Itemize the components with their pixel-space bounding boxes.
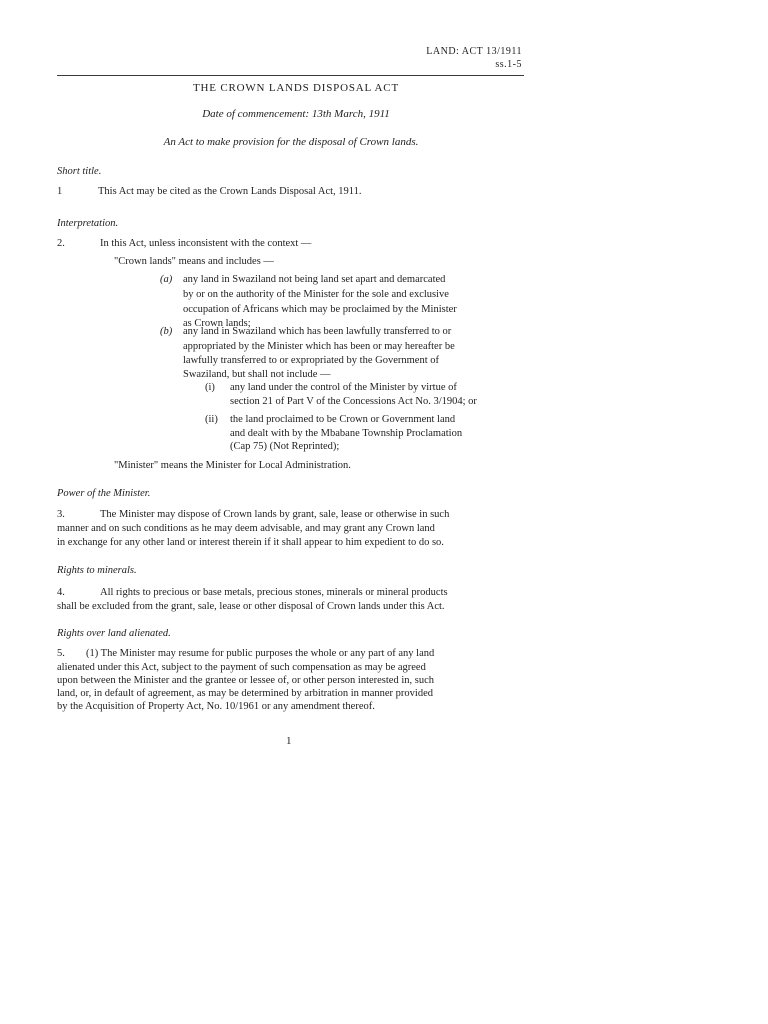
long-title: An Act to make provision for the disposal of Crown lands. [163, 136, 419, 148]
act-title: THE CROWN LANDS DISPOSAL ACT [193, 82, 399, 94]
crown-lands-definition: "Crown lands" means and includes — [114, 256, 274, 267]
section-4-line-2: shall be excluded from the grant, sale, lease or other disposal of Crown lands under this Act. [57, 601, 445, 612]
section-5-line-2: alienated under this Act, subject to the payment of such compensation as may be agreed [57, 662, 426, 673]
subpara-i-label: (i) [205, 382, 215, 393]
para-b-line-1: any land in Swaziland which has been lawfully transferred to or [183, 326, 452, 337]
act-reference: LAND: ACT 13/1911 [426, 46, 522, 57]
para-b-line-4: Swaziland, but shall not include — [183, 369, 331, 380]
section-number-3: 3. [57, 509, 65, 520]
section-heading-short-title: Short title. [57, 166, 102, 177]
section-3-line-2: manner and on such conditions as he may deem advisable, and may grant any Crown land [57, 523, 435, 534]
section-text-1: This Act may be cited as the Crown Lands Disposal Act, 1911. [98, 186, 362, 197]
subpara-i-line-2: section 21 of Part V of the Concessions Act No. 3/1904; or [230, 396, 477, 407]
para-b-line-3: lawfully transferred to or expropriated by the Government of [183, 355, 439, 366]
section-5-line-1: (1) The Minister may resume for public purposes the whole or any part of any land [86, 648, 435, 659]
subpara-ii-label: (ii) [205, 414, 218, 425]
section-5-line-3: upon between the Minister and the grantee or lessee of, or other person interested in, such [57, 675, 435, 686]
section-number-4: 4. [57, 587, 65, 598]
para-b-label: (b) [160, 326, 173, 337]
section-number-5: 5. [57, 648, 65, 659]
para-a-line-4: as Crown lands; [183, 318, 251, 329]
section-5-line-5: by the Acquisition of Property Act, No. 10/1961 or any amendment thereof. [57, 701, 375, 712]
page-number: 1 [286, 735, 292, 747]
section-number-2: 2. [57, 238, 65, 249]
para-a-label: (a) [160, 274, 173, 285]
section-heading-rights-over-land-alienated: Rights over land alienated. [57, 628, 171, 639]
section-range: ss.1-5 [495, 59, 522, 70]
subpara-ii-line-3: (Cap 75) (Not Reprinted); [230, 441, 340, 452]
para-a-line-2: by or on the authority of the Minister for the sole and exclusive [183, 289, 449, 300]
subpara-i-line-1: any land under the control of the Minister by virtue of [230, 382, 457, 393]
minister-definition: "Minister" means the Minister for Local Administration. [114, 460, 351, 471]
section-number-1: 1 [57, 186, 63, 197]
section-heading-power-of-minister: Power of the Minister. [57, 488, 151, 499]
subpara-ii-line-1: the land proclaimed to be Crown or Government land [230, 414, 456, 425]
section-3-line-3: in exchange for any other land or interest therein if it shall appear to him expedient to do so. [57, 537, 444, 548]
header-rule [57, 75, 524, 76]
section-4-line-1: All rights to precious or base metals, precious stones, minerals or mineral products [100, 587, 448, 598]
subpara-ii-line-2: and dealt with by the Mbabane Township Proclamation [230, 428, 463, 439]
para-a-line-3: occupation of Africans which may be proclaimed by the Minister [183, 304, 457, 315]
section-3-line-1: The Minister may dispose of Crown lands by grant, sale, lease or otherwise in such [100, 509, 450, 520]
commencement-date: Date of commencement: 13th March, 1911 [202, 108, 390, 120]
section-5-line-4: land, or, in default of agreement, as may be determined by arbitration in manner provided [57, 688, 433, 699]
para-a-line-1: any land in Swaziland not being land set apart and demarcated [183, 274, 446, 285]
section-heading-rights-to-minerals: Rights to minerals. [57, 565, 137, 576]
section-heading-interpretation: Interpretation. [57, 218, 119, 229]
para-b-line-2: appropriated by the Minister which has been or may hereafter be [183, 341, 455, 352]
interpretation-intro: In this Act, unless inconsistent with the context — [100, 238, 312, 249]
